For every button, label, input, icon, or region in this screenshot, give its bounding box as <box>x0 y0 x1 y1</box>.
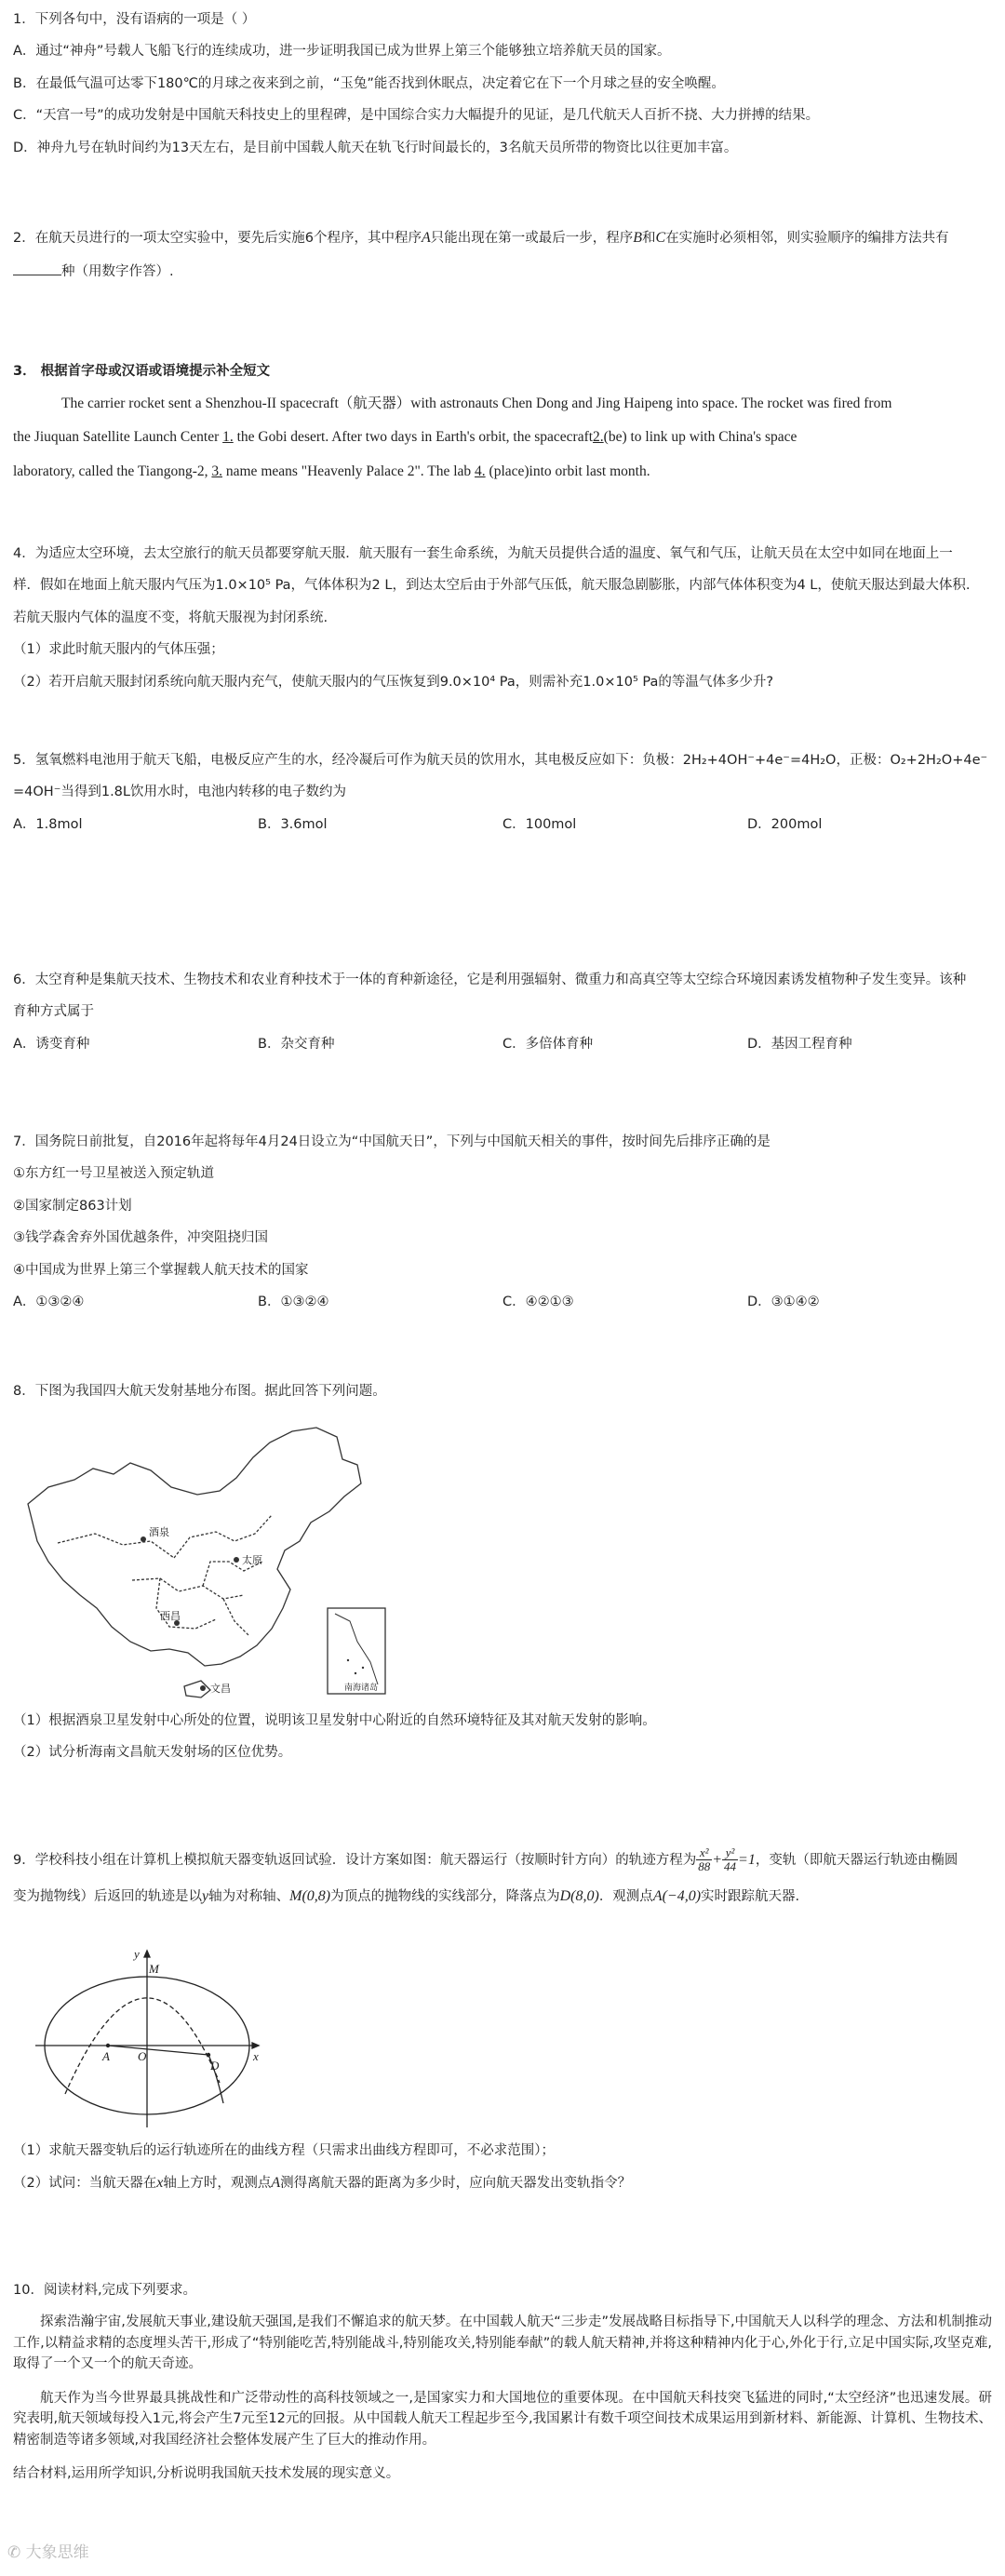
question-5 <box>13 750 992 835</box>
axis-label-y: y <box>134 1947 140 1961</box>
point-label-a: A <box>102 2049 110 2063</box>
q5-option-d[interactable]: D．200mol <box>747 816 823 832</box>
q5-option-b[interactable]: B．3.6mol <box>258 816 328 832</box>
q6-option-c[interactable]: C．多倍体育种 <box>502 1036 594 1052</box>
q8-sub1: （1）根据酒泉卫星发射中心所处的位置，说明该卫星发射中心附近的自然环境特征及其对航天发射的影响。 <box>13 1713 656 1728</box>
q7-option-c[interactable]: C．④②①③ <box>502 1295 574 1310</box>
point-label-m: M <box>149 1962 159 1976</box>
map-label-inset: 南海诸岛 <box>344 1684 379 1693</box>
q1-option-c: C．“天宫一号”的成功发射是中国航天科技史上的里程碑，是中国综合实力大幅提升的见证，是几代航天人百折不挠、大力拼搏的结果。 <box>13 108 820 124</box>
blank-1[interactable]: 1. <box>222 429 234 446</box>
q9-line2: 变为抛物线）后返回的轨迹是以y轴为对称轴、M(0,8)为顶点的抛物线的实线部分，降落点为D(8,0)．观测点A(−4,0)实时跟踪航天器. <box>13 1887 800 1904</box>
q7-option-b[interactable]: B．①③②④ <box>258 1295 329 1310</box>
question-10 <box>13 2280 992 2496</box>
q2-line1: 2．在航天员进行的一项太空实验中，要先后实施6个程序，其中程序A只能出现在第一或最后一步，程序B和C在实施时必须相邻，则实验顺序的编排方法共有 <box>13 230 949 246</box>
q9-sub2: （2）试问：当航天器在x轴上方时，观测点A测得离航天器的距离为多少时，应向航天器发出变轨指令？ <box>13 2175 632 2192</box>
question-3 <box>13 361 992 494</box>
q7-item-1: ①东方红一号卫星被送入预定轨道 <box>13 1166 214 1182</box>
q5-line2: =4OH⁻当得到1.8L饮用水时，电池内转移的电子数约为 <box>13 785 346 800</box>
orbit-diagram <box>26 1945 268 2131</box>
map-label-wenchang: 文昌 <box>210 1683 231 1695</box>
q4-sub1: （1）求此时航天服内的气体压强； <box>13 642 224 658</box>
q7-item-4: ④中国成为世界上第三个掌握载人航天技术的国家 <box>13 1262 309 1278</box>
q6-option-a[interactable]: A．诱变育种 <box>13 1036 90 1052</box>
q6-options <box>13 1034 992 1054</box>
answer-blank[interactable] <box>13 262 61 275</box>
q5-options <box>13 814 992 835</box>
q7-option-d[interactable]: D．③①④② <box>747 1295 820 1310</box>
q5-option-c[interactable]: C．100mol <box>502 816 577 832</box>
q5-option-a[interactable]: A．1.8mol <box>13 816 83 832</box>
q6-option-b[interactable]: B．杂交育种 <box>258 1036 335 1052</box>
q3-passage-line2: the Jiuquan Satellite Launch Center 1. the Gobi desert. After two days in Earth's orbit, the spacecraft2.(be) to link up with China's space <box>13 429 797 446</box>
q1-option-a: A．通过“神舟”号载人飞船飞行的连续成功，进一步证明我国已成为世界上第三个能够独立培养航天员的国家。 <box>13 44 671 60</box>
question-1 <box>13 9 992 169</box>
point-label-d: D <box>210 2059 220 2073</box>
q7-option-a[interactable]: A．①③②④ <box>13 1295 85 1310</box>
q9-sub1: （1）求航天器变轨后的运行轨迹所在的曲线方程（只需求出曲线方程即可，不必求范围）； <box>13 2143 555 2158</box>
question-9-subquestions <box>13 2140 992 2207</box>
q4-sub2: （2）若开启航天服封闭系统向航天服内充气，使航天服内的气压恢复到9.0×10⁴ Pa，则需补充1.0×10⁵ Pa的等温气体多少升? <box>13 674 774 690</box>
blank-3[interactable]: 3. <box>211 463 222 479</box>
map-label-taiyuan: 太原 <box>242 1554 262 1566</box>
q5-line1: 5．氢氧燃料电池用于航天飞船，电极反应产生的水，经冷凝后可作为航天员的饮用水，其电极反应如下：负极：2H₂+4OH⁻+4e⁻=4H₂O，正极：O₂+2H₂O+4e⁻ <box>13 753 988 768</box>
q6-line2: 育种方式属于 <box>13 1004 94 1020</box>
fraction-y2-44: $\frac{\text{y²}}{44}$ <box>724 1845 737 1874</box>
q10-material-p2: 航天作为当今世界最具挑战性和广泛带动性的高科技领域之一,是国家实力和大国地位的重要体现。在中国航天科技突飞猛进的同时,“太空经济”也迅速发展。研究表明,航天领域每投入1元,将会产生7元至12元的回报。从中国载人航天工程起步至今,我国累计有数千项空间技术成果运用到新材料、新能源、计算机、生物技术、精密制造等诸多领域,对我国经济社会整体发展产生了巨大的推动作用。 <box>13 2390 992 2448</box>
q2-line2: 种（用数字作答）. <box>13 262 992 282</box>
q8-stem: 8．下图为我国四大航天发射基地分布图。据此回答下列问题。 <box>13 1384 386 1399</box>
q10-requirement: 结合材料,运用所学知识,分析说明我国航天技术发展的现实意义。 <box>13 2466 400 2482</box>
q7-item-3: ③钱学森舍弃外国优越条件，冲突阻挠归国 <box>13 1230 268 1246</box>
watermark-logo: ✆ 大象思维 <box>7 2543 89 2562</box>
q3-heading: 3． 根据首字母或汉语或语境提示补全短文 <box>13 364 271 379</box>
question-9 <box>13 1846 992 1919</box>
q6-line1: 6．太空育种是集航天技术、生物技术和农业育种技术于一体的育种新途径，它是利用强辐射、微重力和高真空等太空综合环境因素诱发植物种子发生变异。该种 <box>13 973 967 987</box>
map-label-xichang: 西昌 <box>160 1610 181 1622</box>
q4-line1: 4．为适应太空环境，去太空旅行的航天员都要穿航天服．航天服有一套生命系统，为航天员提供合适的温度、氧气和气压，让航天员在太空中如同在地面上一 <box>13 546 953 561</box>
watermark-icon: ✆ <box>7 2543 26 2562</box>
axis-label-x: x <box>253 2049 259 2063</box>
point-label-o: O <box>138 2049 147 2063</box>
question-4 <box>13 543 992 704</box>
q7-stem: 7．国务院日前批复，自2016年起将每年4月24日设立为“中国航天日”，下列与中国航天相关的事件，按时间先后排序正确的是 <box>13 1134 770 1149</box>
q10-material-p1: 探索浩瀚宇宙,发展航天事业,建设航天强国,是我们不懈追求的航天梦。在中国载人航天“三步走”发展战略目标指导下,中国航天人以科学的理念、方法和机制推动工作,以精益求精的态度埋头苦干,形成了“特别能吃苦,特别能战斗,特别能攻关,特别能奉献”的载人航天精神,并将这种精神内化于心,外化于行,立足中国实际,攻坚克难,取得了一个又一个的航天奇迹。 <box>13 2314 992 2372</box>
q3-passage-line3: laboratory, called the Tiangong-2, 3. name means "Heavenly Palace 2". The lab 4. (place)into orbit last month. <box>13 463 650 479</box>
q6-option-d[interactable]: D．基因工程育种 <box>747 1036 852 1052</box>
q1-option-d: D．神舟九号在轨时间约为13天左右，是目前中国载人航天在轨飞行时间最长的，3名航天员所带的物资比以往更加丰富。 <box>13 140 738 155</box>
question-8-subquestions <box>13 1711 992 1775</box>
question-8 <box>13 1381 992 1413</box>
q9-line1: 9．学校科技小组在计算机上模拟航天器变轨返回试验．设计方案如图：航天器运行（按顺时针方向）的轨迹方程为 $\frac{\text{x²}}{88}$ + $\frac{\text{y²}}{44}$ =1，变轨（即航天器运行轨迹由椭圆 <box>13 1845 958 1874</box>
china-launch-sites-map <box>20 1422 391 1701</box>
q1-option-b: B．在最低气温可达零下180℃的月球之夜来到之前，“玉兔”能否找到休眠点，决定着它在下一个月球之昼的安全唤醒。 <box>13 75 725 91</box>
q1-stem: 1．下列各句中，没有语病的一项是（ ） <box>13 12 256 27</box>
q7-item-2: ②国家制定863计划 <box>13 1198 132 1214</box>
blank-2[interactable]: 2. <box>593 429 604 446</box>
q7-options <box>13 1292 992 1312</box>
q10-stem: 10．阅读材料,完成下列要求。 <box>13 2283 197 2298</box>
question-7 <box>13 1132 992 1313</box>
fraction-x2-88: $\frac{\text{x²}}{88}$ <box>698 1845 711 1874</box>
q4-line3: 若航天服内气体的温度不变，将航天服视为封闭系统. <box>13 610 328 625</box>
question-6 <box>13 970 992 1054</box>
map-label-jiuquan: 酒泉 <box>149 1526 169 1538</box>
blank-4[interactable]: 4. <box>475 463 486 479</box>
q4-line2: 样．假如在地面上航天服内气压为1.0×10⁵ Pa，气体体积为2 L，到达太空后由于外部气压低，航天服急剧膨胀，内部气体体积变为4 L，使航天服达到最大体积. <box>13 578 971 594</box>
q8-sub2: （2）试分析海南文昌航天发射场的区位优势。 <box>13 1745 292 1761</box>
question-2 <box>13 227 992 293</box>
q3-passage-line1: The carrier rocket sent a Shenzhou-II spacecraft（航天器）with astronauts Chen Dong and Jing Haipeng into space. The rocket was fired from <box>61 396 892 412</box>
